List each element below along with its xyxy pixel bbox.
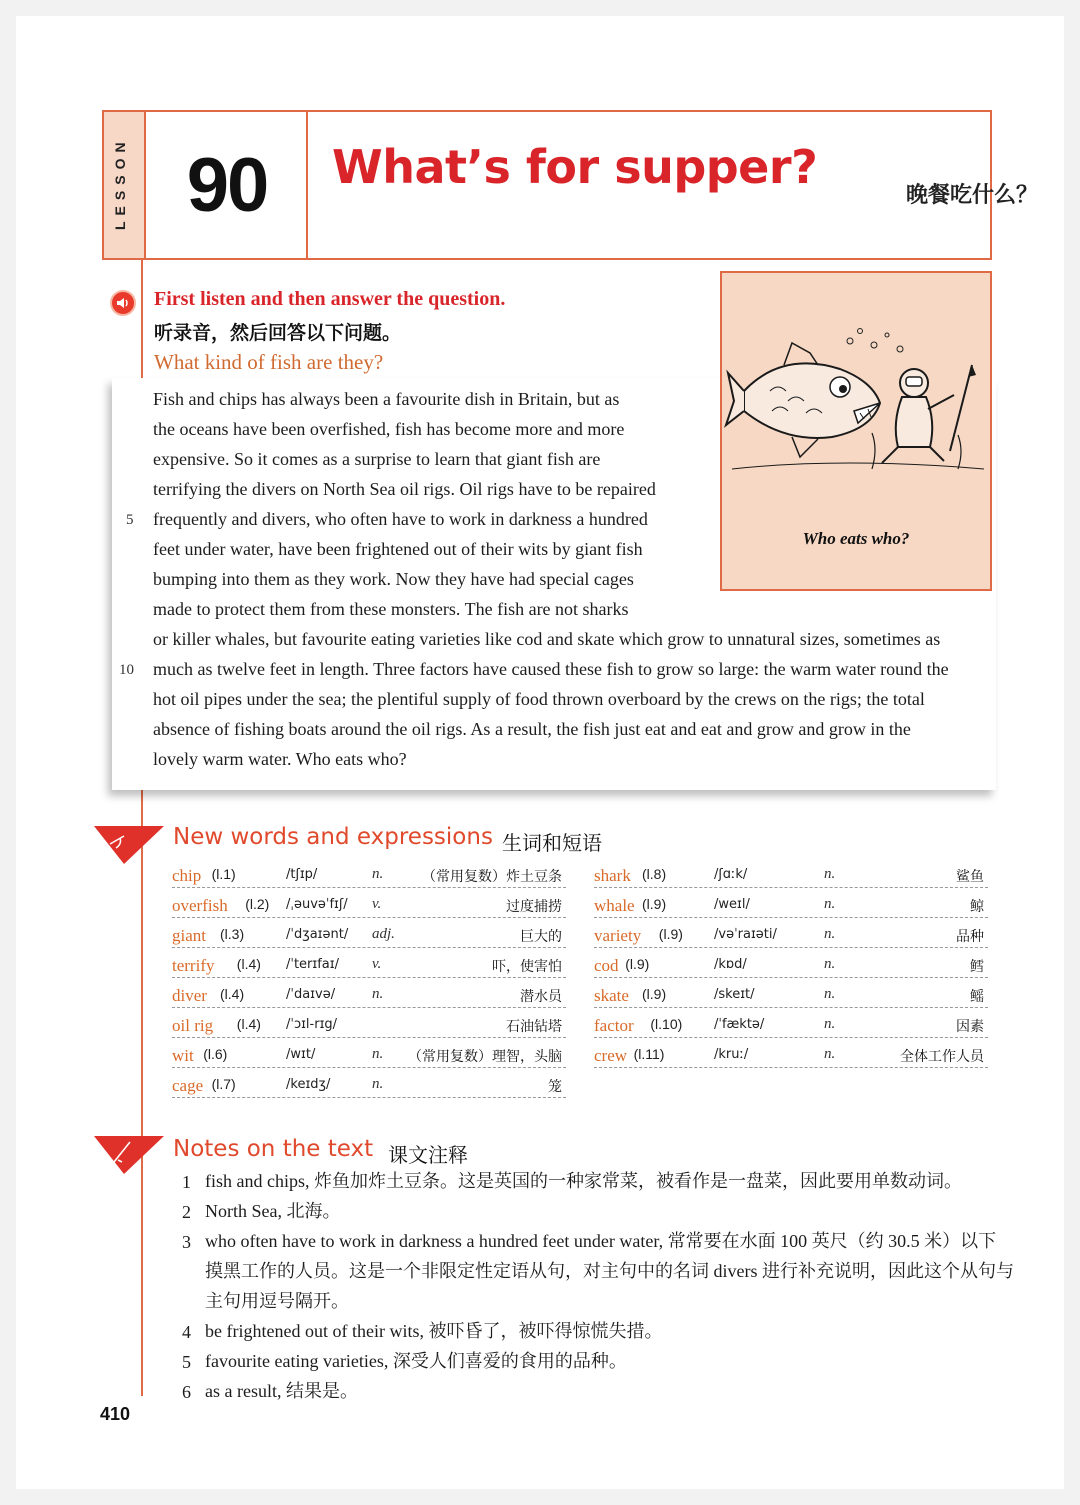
vocab-meaning: （常用复数）炸土豆条 xyxy=(422,869,562,885)
vocab-word: oil rig xyxy=(172,1016,214,1035)
vocab-meaning: 石油钻塔 xyxy=(506,1019,562,1035)
vocab-word: skate xyxy=(594,986,629,1005)
vocab-phonetic: /ˌəuvəˈfɪʃ/ xyxy=(286,897,348,912)
passage-line: made to protect them from these monsters. The fish are not sharks xyxy=(153,599,629,619)
note-text: favourite eating varieties, 深受人们喜爱的食用的品种。 xyxy=(205,1351,627,1371)
vocab-part-of-speech: n. xyxy=(824,986,836,1002)
vocab-row xyxy=(594,864,988,888)
vocab-meaning: 鳐 xyxy=(970,989,984,1005)
vocab-meaning: 笼 xyxy=(548,1079,562,1095)
vocab-part-of-speech: n. xyxy=(824,1046,836,1062)
notes-title: Notes on the text xyxy=(173,1136,374,1162)
vocab-part-of-speech: n. xyxy=(824,866,836,882)
note-text: be frightened out of their wits, 被吓昏了，被吓得惊慌失措。 xyxy=(205,1321,663,1341)
illustration-caption: Who eats who? xyxy=(802,529,910,548)
vocab-part-of-speech: n. xyxy=(372,1046,384,1062)
vocab-word: cage xyxy=(172,1076,204,1095)
line-number: 10 xyxy=(119,662,134,678)
textbook-page xyxy=(16,16,1064,1489)
passage-line: absence of fishing boats around the oil rigs. As a result, the fish just eat and eat and grow and grow in the xyxy=(153,719,911,739)
vocab-line-ref: (l.9) xyxy=(658,926,683,942)
vocab-phonetic: /vəˈraɪəti/ xyxy=(714,927,777,942)
vocab-row xyxy=(594,924,988,948)
passage-line: much as twelve feet in length. Three factors have caused these fish to grow so large: the warm water round the xyxy=(153,659,949,679)
vocab-line-ref: (l.6) xyxy=(203,1046,228,1062)
vocab-row xyxy=(172,924,566,948)
lesson-strip xyxy=(104,112,146,258)
vocab-part-of-speech: n. xyxy=(824,956,836,972)
vocab-row xyxy=(594,1044,988,1068)
vocab-phonetic: /ˈdaɪvə/ xyxy=(286,987,336,1002)
vocab-phonetic: /wɪt/ xyxy=(286,1047,316,1062)
vocab-line-ref: (l.4) xyxy=(236,1016,261,1032)
lesson-title-cn: 晚餐吃什么？ xyxy=(906,183,1039,208)
vocab-word: cod xyxy=(594,956,619,975)
vocab-phonetic: /ˈterɪfaɪ/ xyxy=(286,957,339,972)
note-number: 1 xyxy=(182,1172,191,1192)
passage-line: feet under water, have been frightened out of their wits by giant fish xyxy=(153,539,643,559)
lesson-label: LESSON xyxy=(112,136,128,230)
passage-line: lovely warm water. Who eats who? xyxy=(153,749,407,769)
note-number: 2 xyxy=(182,1202,191,1222)
vocab-phonetic: /kruː/ xyxy=(714,1047,749,1062)
pen-icon xyxy=(94,824,164,864)
vocab-word: shark xyxy=(594,866,631,885)
vocab-phonetic: /ˈfæktə/ xyxy=(714,1017,765,1032)
vocab-meaning: 潜水员 xyxy=(520,989,562,1005)
vocab-part-of-speech: n. xyxy=(372,1076,384,1092)
vocab-meaning: （常用复数）理智，头脑 xyxy=(408,1049,562,1065)
new-words-title-cn: 生词和短语 xyxy=(502,831,602,855)
vocab-part-of-speech: v. xyxy=(372,956,382,972)
note-text: 主句用逗号隔开。 xyxy=(205,1291,349,1311)
listening-instruction-cn: 听录音，然后回答以下问题。 xyxy=(154,322,402,344)
vocab-word: overfish xyxy=(172,896,228,915)
vocab-row xyxy=(594,894,988,918)
vocab-word: wit xyxy=(172,1046,194,1065)
line-number: 5 xyxy=(126,512,134,528)
new-words-title: New words and expressions xyxy=(173,824,493,850)
vocab-word: whale xyxy=(594,896,635,915)
listening-question: What kind of fish are they? xyxy=(154,350,384,374)
vocab-word: chip xyxy=(172,866,202,885)
lesson-header xyxy=(102,110,1039,260)
lesson-title: What’s for supper? xyxy=(332,140,818,194)
vocab-phonetic: /kɒd/ xyxy=(714,957,747,972)
vocab-part-of-speech: n. xyxy=(824,1016,836,1032)
vocab-meaning: 品种 xyxy=(956,929,984,945)
vocab-line-ref: (l.10) xyxy=(650,1016,683,1032)
note-number: 6 xyxy=(182,1382,191,1402)
vocab-row xyxy=(172,954,566,978)
vocab-line-ref: (l.7) xyxy=(211,1076,236,1092)
lesson-number: 90 xyxy=(148,112,308,258)
vocab-line-ref: (l.3) xyxy=(220,926,245,942)
illustration-frame xyxy=(720,271,992,591)
vocab-row xyxy=(172,984,566,1008)
listening-instruction: First listen and then answer the question. xyxy=(154,288,506,310)
vocab-line-ref: (l.8) xyxy=(642,866,667,882)
audio-speaker-icon[interactable] xyxy=(110,290,136,316)
vocab-meaning: 因素 xyxy=(956,1019,984,1035)
note-text: North Sea, 北海。 xyxy=(205,1201,341,1221)
vocab-phonetic: /skeɪt/ xyxy=(714,987,755,1002)
note-number: 5 xyxy=(182,1352,191,1372)
vocab-word: diver xyxy=(172,986,207,1005)
vocab-row xyxy=(172,1074,566,1098)
passage-line: bumping into them as they work. Now they have had special cages xyxy=(153,569,634,589)
passage-line: expensive. So it comes as a surprise to learn that giant fish are xyxy=(153,449,601,469)
vocab-line-ref: (l.4) xyxy=(220,986,245,1002)
vocab-word: factor xyxy=(594,1016,634,1035)
note-number: 4 xyxy=(182,1322,191,1342)
passage-line: frequently and divers, who often have to work in darkness a hundred xyxy=(153,509,648,529)
passage-line: or killer whales, but favourite eating varieties like cod and skate which grow to unnatural sizes, sometimes as xyxy=(153,629,941,649)
passage-line: hot oil pipes under the sea; the plentiful supply of food thrown overboard by the crews on the rigs; the total xyxy=(153,689,925,709)
page-number: 410 xyxy=(100,1404,131,1424)
vocab-phonetic: /tʃɪp/ xyxy=(286,867,318,882)
vocab-phonetic: /weɪl/ xyxy=(714,897,750,912)
vocab-line-ref: (l.11) xyxy=(633,1046,665,1062)
passage-line: Fish and chips has always been a favourite dish in Britain, but as xyxy=(153,389,620,409)
note-text: who often have to work in darkness a hundred feet under water, 常常要在水面 100 英尺（约 30.5 米）以下 xyxy=(205,1231,997,1251)
vocab-row xyxy=(594,984,988,1008)
vocab-row xyxy=(594,1014,988,1038)
quill-icon xyxy=(94,1134,164,1174)
vocab-line-ref: (l.9) xyxy=(642,986,667,1002)
vocab-line-ref: (l.9) xyxy=(625,956,650,972)
vocab-line-ref: (l.9) xyxy=(642,896,667,912)
vocab-meaning: 鲸 xyxy=(970,899,984,915)
vocab-part-of-speech: n. xyxy=(824,896,836,912)
passage-line: terrifying the divers on North Sea oil rigs. Oil rigs have to be repaired xyxy=(153,479,656,499)
note-text: as a result, 结果是。 xyxy=(205,1381,358,1401)
vocab-phonetic: /ˈɔɪl-rɪg/ xyxy=(286,1017,338,1032)
vocab-part-of-speech: n. xyxy=(372,986,384,1002)
vocab-word: variety xyxy=(594,926,642,945)
passage-line: the oceans have been overfished, fish has become more and more xyxy=(153,419,625,439)
vocab-row xyxy=(172,894,566,918)
note-text: fish and chips, 炸鱼加炸土豆条。这是英国的一种家常菜，被看作是一盘菜，因此要用单数动词。 xyxy=(205,1171,962,1191)
vocab-part-of-speech: n. xyxy=(372,866,384,882)
vocab-meaning: 全体工作人员 xyxy=(900,1049,984,1065)
note-text: 摸黑工作的人员。这是一个非限定性定语从句，对主句中的名词 divers 进行补充说明，因此这个从句与 xyxy=(205,1261,1014,1281)
vocab-meaning: 鲨鱼 xyxy=(956,869,984,885)
vocab-meaning: 吓，使害怕 xyxy=(492,959,562,975)
vocab-phonetic: /keɪdʒ/ xyxy=(286,1077,331,1092)
vocab-row xyxy=(172,864,566,888)
vocab-meaning: 巨大的 xyxy=(520,929,562,945)
vocab-part-of-speech: n. xyxy=(824,926,836,942)
vocab-row xyxy=(172,1044,566,1068)
vocab-line-ref: (l.1) xyxy=(211,866,236,882)
vocab-word: crew xyxy=(594,1046,628,1065)
note-number: 3 xyxy=(182,1232,191,1252)
vocab-meaning: 鳕 xyxy=(970,959,984,975)
notes-title-cn: 课文注释 xyxy=(388,1143,468,1167)
vocab-line-ref: (l.4) xyxy=(236,956,261,972)
vocab-part-of-speech: adj. xyxy=(372,926,395,942)
vocab-word: giant xyxy=(172,926,206,945)
vocab-line-ref: (l.2) xyxy=(245,896,270,912)
vocab-phonetic: /ˈdʒaɪənt/ xyxy=(286,927,349,942)
vocab-row xyxy=(594,954,988,978)
vocab-part-of-speech: v. xyxy=(372,896,382,912)
vocab-row xyxy=(172,1014,566,1038)
vocab-word: terrify xyxy=(172,956,215,975)
vocab-meaning: 过度捕捞 xyxy=(506,899,562,915)
vocab-phonetic: /ʃɑːk/ xyxy=(714,867,748,882)
